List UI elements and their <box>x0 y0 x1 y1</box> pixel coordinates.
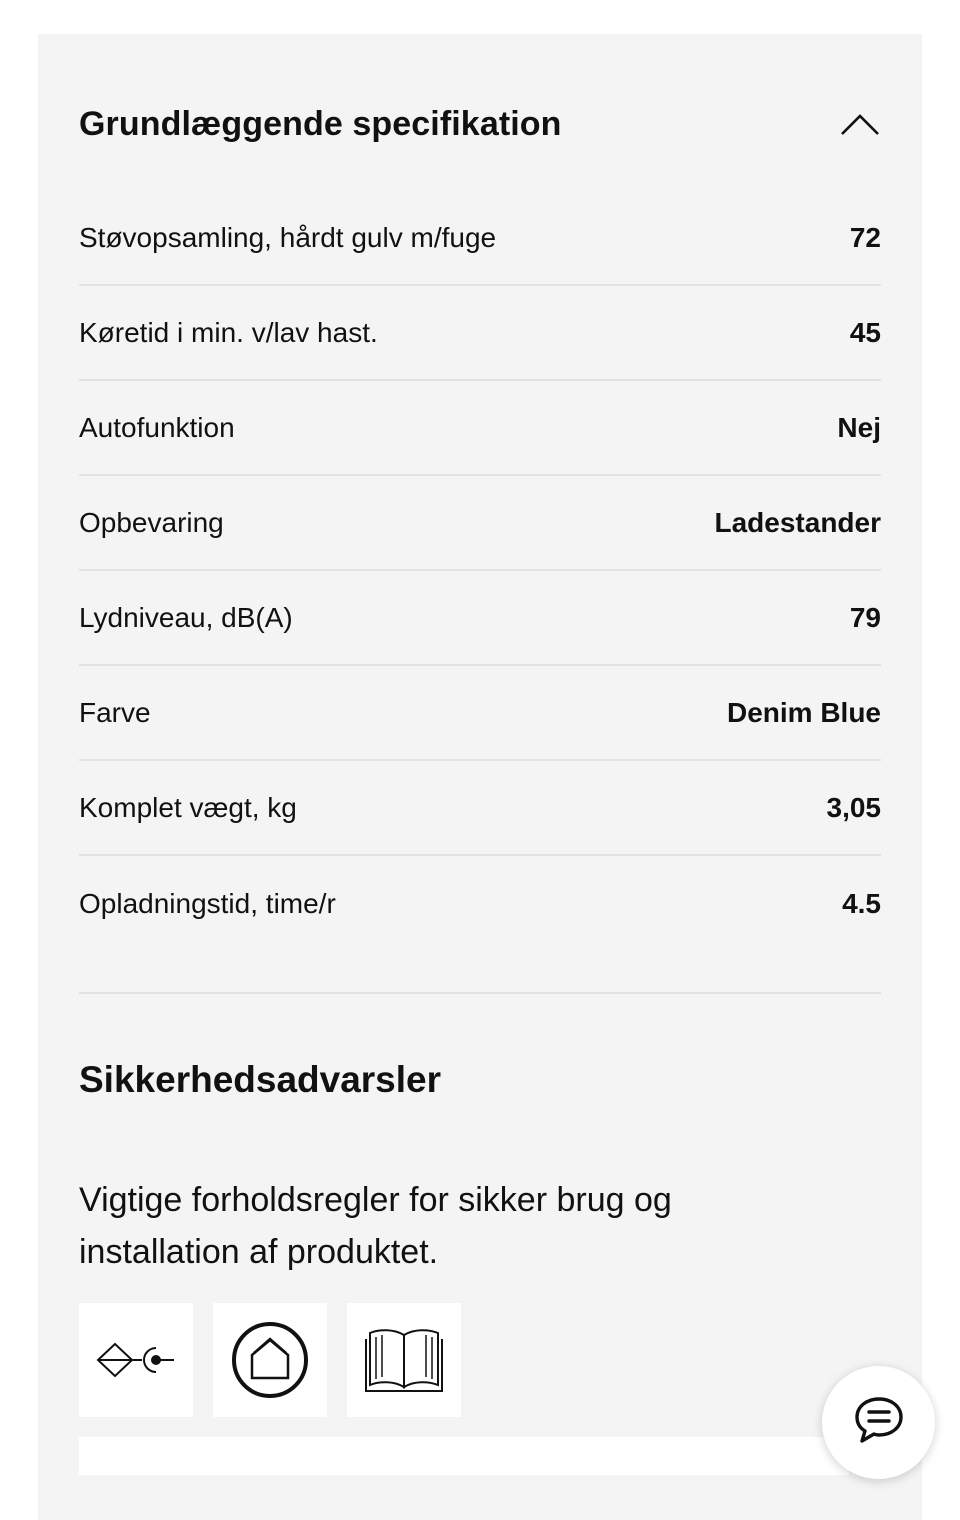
safety-icons <box>79 1303 461 1417</box>
spec-list <box>79 191 881 951</box>
indoor-use-icon[interactable] <box>213 1303 327 1417</box>
spec-label: Komplet vægt, kg <box>79 791 297 823</box>
bottom-panel-strip <box>79 1437 849 1475</box>
specification-accordion-header[interactable] <box>79 92 881 156</box>
spec-label: Opbevaring <box>79 506 224 538</box>
spec-value: 45 <box>849 316 881 348</box>
section-title: Grundlæggende specifikation <box>79 104 562 143</box>
spec-value: Nej <box>837 411 881 443</box>
safety-description: Vigtige forholdsregler for sikker brug og installation af produktet. <box>79 1181 672 1271</box>
spec-value: 79 <box>849 601 881 633</box>
spec-label: Støvopsamling, hårdt gulv m/fuge <box>79 221 497 253</box>
spec-value: 72 <box>849 221 881 253</box>
spec-label: Autofunktion <box>79 411 235 443</box>
polarity-symbol-icon[interactable] <box>79 1303 193 1417</box>
spec-value: Ladestander <box>714 506 881 538</box>
spec-row <box>79 856 881 951</box>
spec-row <box>79 381 881 476</box>
chat-button[interactable] <box>822 1366 935 1479</box>
spec-row <box>79 286 881 381</box>
safety-title: Sikkerhedsadvarsler <box>79 1059 442 1100</box>
chat-bubble-icon <box>853 1395 905 1450</box>
specification-panel <box>38 34 922 1520</box>
chevron-up-icon[interactable] <box>839 109 881 139</box>
read-manual-icon[interactable] <box>347 1303 461 1417</box>
spec-row <box>79 666 881 761</box>
spec-row <box>79 476 881 571</box>
spec-value: 4.5 <box>842 887 881 919</box>
spec-label: Farve <box>79 696 151 728</box>
spec-label: Opladningstid, time/r <box>79 887 336 919</box>
spec-row <box>79 191 881 286</box>
spec-row <box>79 761 881 856</box>
section-divider <box>79 992 881 994</box>
spec-value: Denim Blue <box>726 696 881 728</box>
spec-label: Køretid i min. v/lav hast. <box>79 316 378 348</box>
spec-label: Lydniveau, dB(A) <box>79 601 293 633</box>
spec-row <box>79 571 881 666</box>
spec-value: 3,05 <box>826 791 881 823</box>
